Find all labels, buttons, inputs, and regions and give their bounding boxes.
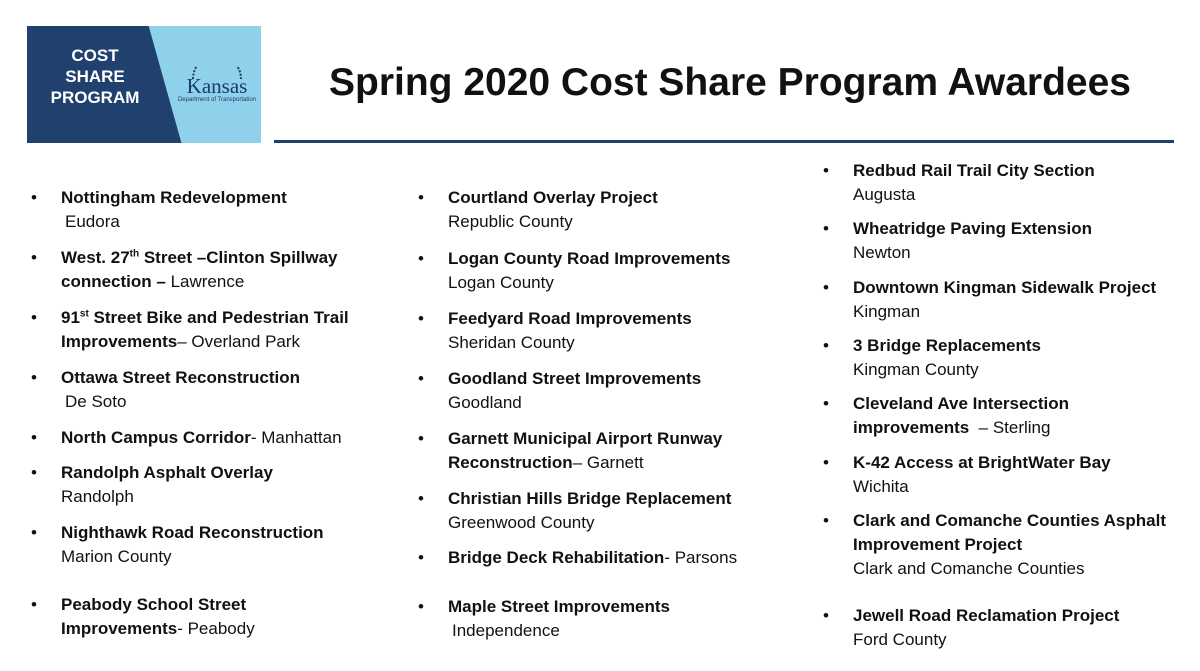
project-location: - Peabody [177, 619, 255, 638]
project-name: Courtland Overlay Project [448, 188, 658, 207]
project-name: Randolph Asphalt Overlay [61, 463, 273, 482]
list-item [414, 247, 808, 295]
list-item [27, 366, 421, 414]
project-location: Logan County [448, 273, 554, 292]
list-item [414, 307, 808, 355]
project-name: Wheatridge Paving Extension [853, 219, 1092, 238]
project-name: Peabody School Street Improvements [61, 595, 247, 638]
list-item [27, 461, 421, 509]
project-location: Clark and Comanche Counties [853, 559, 1085, 578]
list-item [414, 186, 808, 234]
project-location: Greenwood County [448, 513, 595, 532]
bullet: • [31, 523, 37, 542]
bullet: • [418, 369, 424, 388]
list-item [27, 521, 421, 569]
bullet: • [418, 489, 424, 508]
project-location: Sheridan County [448, 333, 575, 352]
list-item [819, 159, 1200, 207]
project-name: Ottawa Street Reconstruction [61, 368, 300, 387]
kdot-subtitle: Department of Transportation [177, 97, 257, 103]
project-location: Goodland [448, 393, 522, 412]
list-item [819, 392, 1200, 440]
bullet: • [418, 309, 424, 328]
project-location: Kingman [853, 302, 921, 321]
project-name: Downtown Kingman Sidewalk Project [853, 278, 1157, 297]
logo-line-1: COST [71, 46, 119, 65]
project-location: Eudora [65, 212, 120, 231]
bullet: • [418, 597, 424, 616]
project-location: Kingman County [853, 360, 979, 379]
kdot-logo [177, 66, 257, 104]
project-location: - Manhattan [250, 428, 342, 447]
bullet: • [31, 368, 37, 387]
project-name: Feedyard Road Improvements [448, 309, 692, 328]
project-name: Bridge Deck Rehabilitation [448, 548, 665, 567]
bullet: • [31, 463, 37, 482]
program-logo [27, 26, 261, 143]
logo-text [35, 45, 155, 108]
logo-line-3: PROGRAM [50, 88, 140, 107]
list-item [414, 367, 808, 415]
logo-line-2: SHARE [65, 67, 125, 86]
project-location: Randolph [61, 487, 134, 506]
project-name: Logan County Road Improvements [448, 249, 731, 268]
bullet: • [823, 453, 829, 472]
bullet: • [823, 394, 829, 413]
project-name: Redbud Rail Trail City Section [853, 161, 1095, 180]
list-item [27, 306, 421, 354]
bullet: • [418, 548, 424, 567]
project-location: Lawrence [165, 272, 245, 291]
bullet: • [823, 606, 829, 625]
project-name: Garnett Municipal Airport Runway Reconstruction [448, 429, 723, 472]
project-location: – Sterling [969, 418, 1051, 437]
bullet: • [31, 595, 37, 614]
project-name: Goodland Street Improvements [448, 369, 702, 388]
project-location: Marion County [61, 547, 172, 566]
list-item [27, 593, 421, 641]
title-divider [274, 140, 1174, 143]
project-name: West. 27th Street –Clinton Spillway connection – [61, 248, 338, 291]
list-item [819, 217, 1200, 265]
list-item [819, 451, 1200, 499]
list-item [414, 487, 808, 535]
bullet: • [823, 219, 829, 238]
bullet: • [31, 428, 37, 447]
list-item [27, 186, 421, 234]
project-name: Nottingham Redevelopment [61, 188, 287, 207]
project-location: – Garnett [572, 453, 644, 472]
project-name: Maple Street Improvements [448, 597, 671, 616]
project-name: Clark and Comanche Counties Asphalt Improvement Project [853, 511, 1166, 554]
project-location: – Overland Park [177, 332, 301, 351]
page-title: Spring 2020 Cost Share Program Awardees [329, 61, 1131, 104]
bullet: • [418, 188, 424, 207]
list-item [819, 334, 1200, 382]
project-name: 3 Bridge Replacements [853, 336, 1042, 355]
project-location: Wichita [853, 477, 909, 496]
list-item [414, 595, 808, 643]
bullet: • [823, 161, 829, 180]
bullet: • [823, 511, 829, 530]
bullet: • [418, 249, 424, 268]
project-name: K-42 Access at BrightWater Bay [853, 453, 1111, 472]
project-location: Augusta [853, 185, 916, 204]
project-name: Nighthawk Road Reconstruction [61, 523, 324, 542]
project-name: Jewell Road Reclamation Project [853, 606, 1120, 625]
project-location: - Parsons [664, 548, 738, 567]
list-item [819, 604, 1200, 652]
bullet: • [31, 248, 37, 267]
bullet: • [823, 278, 829, 297]
project-name: Cleveland Ave Intersection improvements [853, 394, 1070, 437]
project-name: North Campus Corridor [61, 428, 251, 447]
project-location: Republic County [448, 212, 573, 231]
list-item [819, 276, 1200, 324]
project-location: Newton [853, 243, 911, 262]
bullet: • [31, 308, 37, 327]
project-location: De Soto [65, 392, 127, 411]
bullet: • [31, 188, 37, 207]
bullet: • [823, 336, 829, 355]
project-location: Ford County [853, 630, 947, 649]
project-location: Independence [452, 621, 560, 640]
project-name: 91st Street Bike and Pedestrian Trail Improvements [61, 308, 349, 351]
list-item [414, 427, 808, 475]
kdot-name: Kansas [186, 74, 248, 98]
list-item [27, 426, 421, 450]
list-item [414, 546, 808, 570]
list-item [27, 246, 421, 294]
list-item [819, 509, 1200, 581]
project-name: Christian Hills Bridge Replacement [448, 489, 732, 508]
bullet: • [418, 429, 424, 448]
